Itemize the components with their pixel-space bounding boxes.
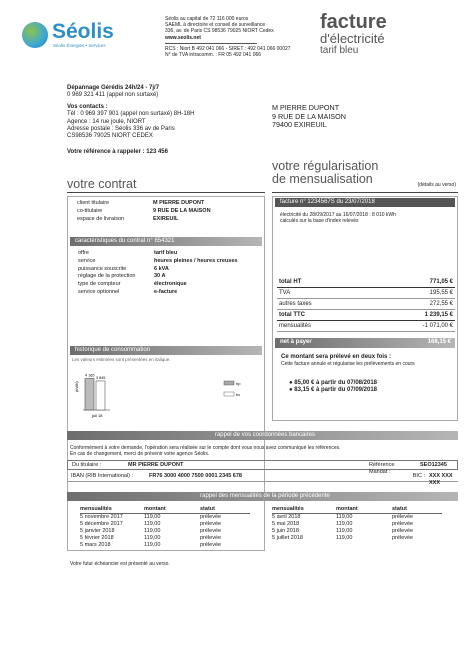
spec-value: heures pleines / heures creuses bbox=[154, 257, 238, 264]
spec-value: 6 kVA bbox=[154, 265, 169, 272]
mandate-value: SEO12345 bbox=[420, 462, 447, 468]
legend-hc-label: hc bbox=[236, 392, 241, 397]
contract-specs bbox=[72, 250, 262, 297]
row-label: autres taxes bbox=[279, 301, 312, 307]
row-label: total TTC bbox=[279, 312, 305, 318]
cell-amount: 119,00 bbox=[144, 528, 161, 534]
bic-label: BIC : bbox=[412, 473, 425, 479]
col-header: statut bbox=[200, 506, 215, 512]
company-registration bbox=[165, 46, 315, 58]
regularisation-heading bbox=[272, 160, 458, 193]
spec-value: 30 A bbox=[154, 273, 166, 280]
bank-holder-box bbox=[67, 460, 458, 475]
row-value: 272,55 € bbox=[429, 301, 453, 307]
table-row bbox=[80, 535, 250, 542]
holder-value: M PIERRE DUPONT bbox=[153, 200, 205, 206]
payment-1: ● 85,00 € à partir du 07/08/2018 bbox=[289, 379, 378, 386]
title-tariff: tarif bleu bbox=[320, 45, 359, 56]
chart-month-label: juil 18 bbox=[92, 413, 103, 418]
brand-tagline: Séolis Énergies • Services bbox=[53, 43, 106, 48]
cell-status: prélevée bbox=[200, 528, 222, 534]
instalments-row bbox=[277, 321, 455, 332]
spec-value: électronique bbox=[154, 281, 187, 288]
spec-label: réglage de la protection bbox=[78, 273, 136, 280]
tva-row bbox=[277, 288, 455, 299]
title-main: facture bbox=[320, 11, 387, 33]
net-label: net à payer bbox=[280, 339, 312, 345]
cell-amount: 119,00 bbox=[144, 535, 161, 541]
table-row bbox=[80, 514, 250, 521]
table-row bbox=[272, 514, 442, 521]
cell-amount: 119,00 bbox=[144, 521, 161, 527]
deduction-title: Ce montant sera prélevé en deux fois : bbox=[281, 354, 392, 360]
contacts-heading: Vos contacts : bbox=[67, 103, 108, 110]
table-row bbox=[80, 521, 250, 528]
spec-row bbox=[72, 258, 262, 266]
depannage-phone[interactable]: 0 969 321 411 (appel non surtaxé) bbox=[67, 92, 159, 99]
invoice-header: facture n° 1234567S du 23/07/2018 bbox=[275, 198, 455, 207]
spec-row bbox=[72, 250, 262, 258]
history-note: Les valeurs estimées sont présentées en italique. bbox=[72, 357, 171, 362]
total-ttc-row bbox=[277, 310, 455, 321]
reference-line bbox=[67, 149, 267, 156]
table-row bbox=[80, 542, 250, 549]
table-row bbox=[272, 535, 442, 542]
bank-header-text: rappel de vos coordonnées bancaires bbox=[214, 432, 316, 438]
payment-2: ● 83,15 € à partir du 07/09/2018 bbox=[289, 387, 378, 394]
spec-label: puissance souscrite bbox=[78, 265, 127, 272]
schedule-left bbox=[80, 506, 250, 549]
reg-heading-2: de mensualisation bbox=[272, 172, 373, 186]
cell-date: 5 mars 2018 bbox=[80, 542, 111, 548]
cell-date: 5 mai 2018 bbox=[272, 521, 300, 527]
title-sub: d'électricité bbox=[320, 31, 385, 46]
row-value: 195,55 € bbox=[429, 290, 453, 296]
mandate-label: Référence Mandat : bbox=[369, 462, 395, 475]
legal-line: N° de TVA intracomm. : FR 05 492 041 066 bbox=[165, 52, 262, 59]
recipient-street: 9 RUE DE LA MAISON bbox=[272, 111, 346, 121]
net-to-pay-bar bbox=[275, 338, 455, 348]
depannage-label: Dépannage Gérédis 24h/24 - 7j/7 bbox=[67, 85, 160, 91]
delivery-value: EXIREUIL bbox=[153, 216, 179, 222]
row-label: mensualités bbox=[279, 323, 312, 329]
cell-date: 5 juillet 2018 bbox=[272, 535, 303, 541]
notice-line: En cas de changement, merci de prévenir votre agence Séolis. bbox=[70, 451, 210, 458]
contact-phone[interactable]: Tél : 0 969 397 901 (appel non surtaxé) 8H-18H bbox=[67, 111, 195, 118]
cell-date: 5 novembre 2017 bbox=[80, 514, 123, 520]
cell-amount: 119,00 bbox=[336, 514, 353, 520]
bank-iban-row bbox=[67, 472, 458, 486]
spec-label: offre bbox=[78, 250, 89, 256]
spec-label: service bbox=[78, 257, 96, 264]
legend-hc-swatch bbox=[224, 392, 234, 396]
invoice-description bbox=[280, 212, 396, 224]
legal-line: 336, av. de Paris CS 98536 79025 NIORT Cedex bbox=[165, 28, 274, 35]
payment-text: 85,00 € à partir du 07/08/2018 bbox=[294, 379, 378, 386]
history-bar-label: 3 845 bbox=[96, 375, 106, 380]
spec-row bbox=[72, 266, 262, 274]
spec-value: e-facture bbox=[154, 288, 178, 295]
bank-notice bbox=[70, 445, 455, 457]
holder-value: MR PIERRE DUPONT bbox=[128, 462, 184, 468]
website-link[interactable]: www.seolis.net bbox=[165, 34, 201, 41]
desc-line: électricité du 28/09/2017 au 16/07/2018 : 8 010 kWh bbox=[280, 212, 396, 218]
col-header: statut bbox=[392, 506, 407, 512]
schedule-header-text: rappel des mensualités de la période précédente bbox=[200, 493, 330, 499]
co-holder-value: 9 RUE DE LA MAISON bbox=[153, 208, 211, 214]
history-bar-label: 4 165 bbox=[85, 373, 95, 378]
holder-label: client titulaire bbox=[77, 200, 110, 206]
reference-label: Votre référence à rappeler : bbox=[67, 148, 145, 155]
reg-heading-1: votre régularisation bbox=[272, 159, 379, 173]
cell-status: prélevée bbox=[392, 535, 414, 541]
history-bar bbox=[85, 379, 94, 410]
cell-status: prélevée bbox=[392, 528, 414, 534]
company-legal bbox=[165, 16, 315, 41]
chart-unit: (kWh) bbox=[74, 381, 79, 392]
notice-line: Conformément à votre demande, l'opération sera réalisée sur le compte dont vous nous avez communiqué les références. bbox=[70, 445, 341, 451]
spec-row bbox=[72, 289, 262, 297]
schedule-footer: Votre futur échéancier est présenté au verso. bbox=[70, 561, 170, 567]
spec-row bbox=[72, 281, 262, 289]
table-row bbox=[272, 528, 442, 535]
document-title bbox=[320, 13, 387, 57]
contacts-block bbox=[67, 85, 267, 156]
deduction-info bbox=[281, 354, 453, 394]
cell-amount: 119,00 bbox=[144, 514, 161, 520]
cell-status: prélevée bbox=[200, 535, 222, 541]
legend-hp-label: hp bbox=[236, 381, 241, 386]
invoice-totals bbox=[277, 277, 455, 332]
logo-mark-icon bbox=[22, 22, 48, 48]
cell-date: 5 décembre 2017 bbox=[80, 521, 123, 527]
total-ht-row bbox=[277, 277, 455, 288]
legal-divider bbox=[165, 43, 257, 44]
brand-name: Séolis bbox=[52, 20, 114, 43]
desc-line: calculés sur la base d'index relevés bbox=[280, 218, 359, 225]
schedule-header bbox=[67, 492, 458, 501]
deduction-subtitle: Cette facture annule et régularise les prélèvements en cours bbox=[281, 361, 415, 368]
recipient-address bbox=[272, 104, 346, 130]
schedule-right bbox=[272, 506, 442, 542]
spec-label: type de compteur bbox=[78, 281, 121, 288]
cell-amount: 119,00 bbox=[336, 535, 353, 541]
col-header: montant bbox=[144, 506, 166, 512]
other-taxes-row bbox=[277, 299, 455, 310]
col-header: mensualités bbox=[80, 506, 112, 512]
contract-holders bbox=[73, 198, 263, 226]
co-holder-label: co-titulaire bbox=[77, 208, 103, 214]
contact-line: Adresse postale : Séolis 336 av de Paris bbox=[67, 126, 175, 133]
bank-header bbox=[67, 431, 458, 440]
col-header: mensualités bbox=[272, 506, 304, 512]
contract-specs-header: caractéristiques du contrat n° 654321 bbox=[70, 237, 262, 246]
contract-heading-text: votre contrat bbox=[67, 177, 137, 191]
row-label: total HT bbox=[279, 279, 302, 285]
recipient-city: 79400 EXIREUIL bbox=[272, 120, 327, 129]
spec-value: tarif bleu bbox=[154, 250, 178, 256]
contact-line: Agence : 14 rue joule, NIORT bbox=[67, 118, 146, 125]
row-label: TVA bbox=[279, 290, 291, 296]
legend-hp-swatch bbox=[224, 381, 234, 385]
consumption-chart bbox=[70, 362, 262, 422]
contact-line: CS98536 79025 NIORT CEDEX bbox=[67, 133, 153, 140]
history-header: historique de consommation bbox=[70, 346, 262, 355]
cell-amount: 119,00 bbox=[336, 521, 353, 527]
legal-line: RCS : Niort B 492 041 066 - SIRET : 492 041 066 00027 bbox=[165, 46, 291, 52]
spec-row bbox=[72, 273, 262, 281]
history-bar bbox=[96, 381, 105, 410]
history-chart bbox=[70, 362, 262, 422]
spec-label: service optionnel bbox=[78, 288, 120, 295]
detail-note: (détails au verso) bbox=[417, 182, 456, 188]
holder-label: Du titulaire : bbox=[72, 462, 102, 468]
net-value: 168,15 € bbox=[427, 339, 451, 345]
row-value: -1 071,00 € bbox=[422, 323, 453, 329]
cell-date: 5 février 2018 bbox=[80, 535, 114, 541]
cell-status: prélevée bbox=[200, 514, 222, 520]
cell-date: 5 avril 2018 bbox=[272, 514, 301, 520]
iban-value: FR76 3000 4000 7500 0001 2345 678 bbox=[149, 473, 242, 479]
payment-text: 83,15 € à partir du 07/09/2018 bbox=[294, 387, 378, 394]
cell-status: prélevée bbox=[392, 514, 414, 520]
brand-logo bbox=[22, 20, 142, 52]
legal-line: Séolis au capital de 72 116 000 euros bbox=[165, 16, 249, 22]
cell-status: prélevée bbox=[392, 521, 414, 527]
cell-status: prélevée bbox=[200, 542, 222, 548]
row-value: 1 239,15 € bbox=[424, 312, 453, 318]
cell-amount: 119,00 bbox=[336, 528, 353, 534]
schedule-col-headers bbox=[272, 506, 442, 514]
reference-value: 123 456 bbox=[146, 148, 168, 155]
legal-line: SAEML à directoire et conseil de surveillance bbox=[165, 22, 266, 29]
contract-heading bbox=[67, 173, 265, 193]
cell-status: prélevée bbox=[200, 521, 222, 527]
table-row bbox=[272, 521, 442, 528]
col-header: montant bbox=[336, 506, 358, 512]
cell-amount: 119,00 bbox=[144, 542, 161, 548]
recipient-name: M PIERRE DUPONT bbox=[272, 103, 340, 112]
row-value: 771,05 € bbox=[429, 279, 453, 285]
schedule-col-headers bbox=[80, 506, 250, 514]
cell-date: 5 janvier 2018 bbox=[80, 528, 115, 534]
bic-value: XXX XXX XXX bbox=[429, 473, 453, 486]
iban-label: IBAN (RIB International) : bbox=[71, 473, 134, 479]
table-row bbox=[80, 528, 250, 535]
cell-date: 5 juin 2018 bbox=[272, 528, 299, 534]
delivery-label: espace de livraison bbox=[77, 216, 125, 222]
